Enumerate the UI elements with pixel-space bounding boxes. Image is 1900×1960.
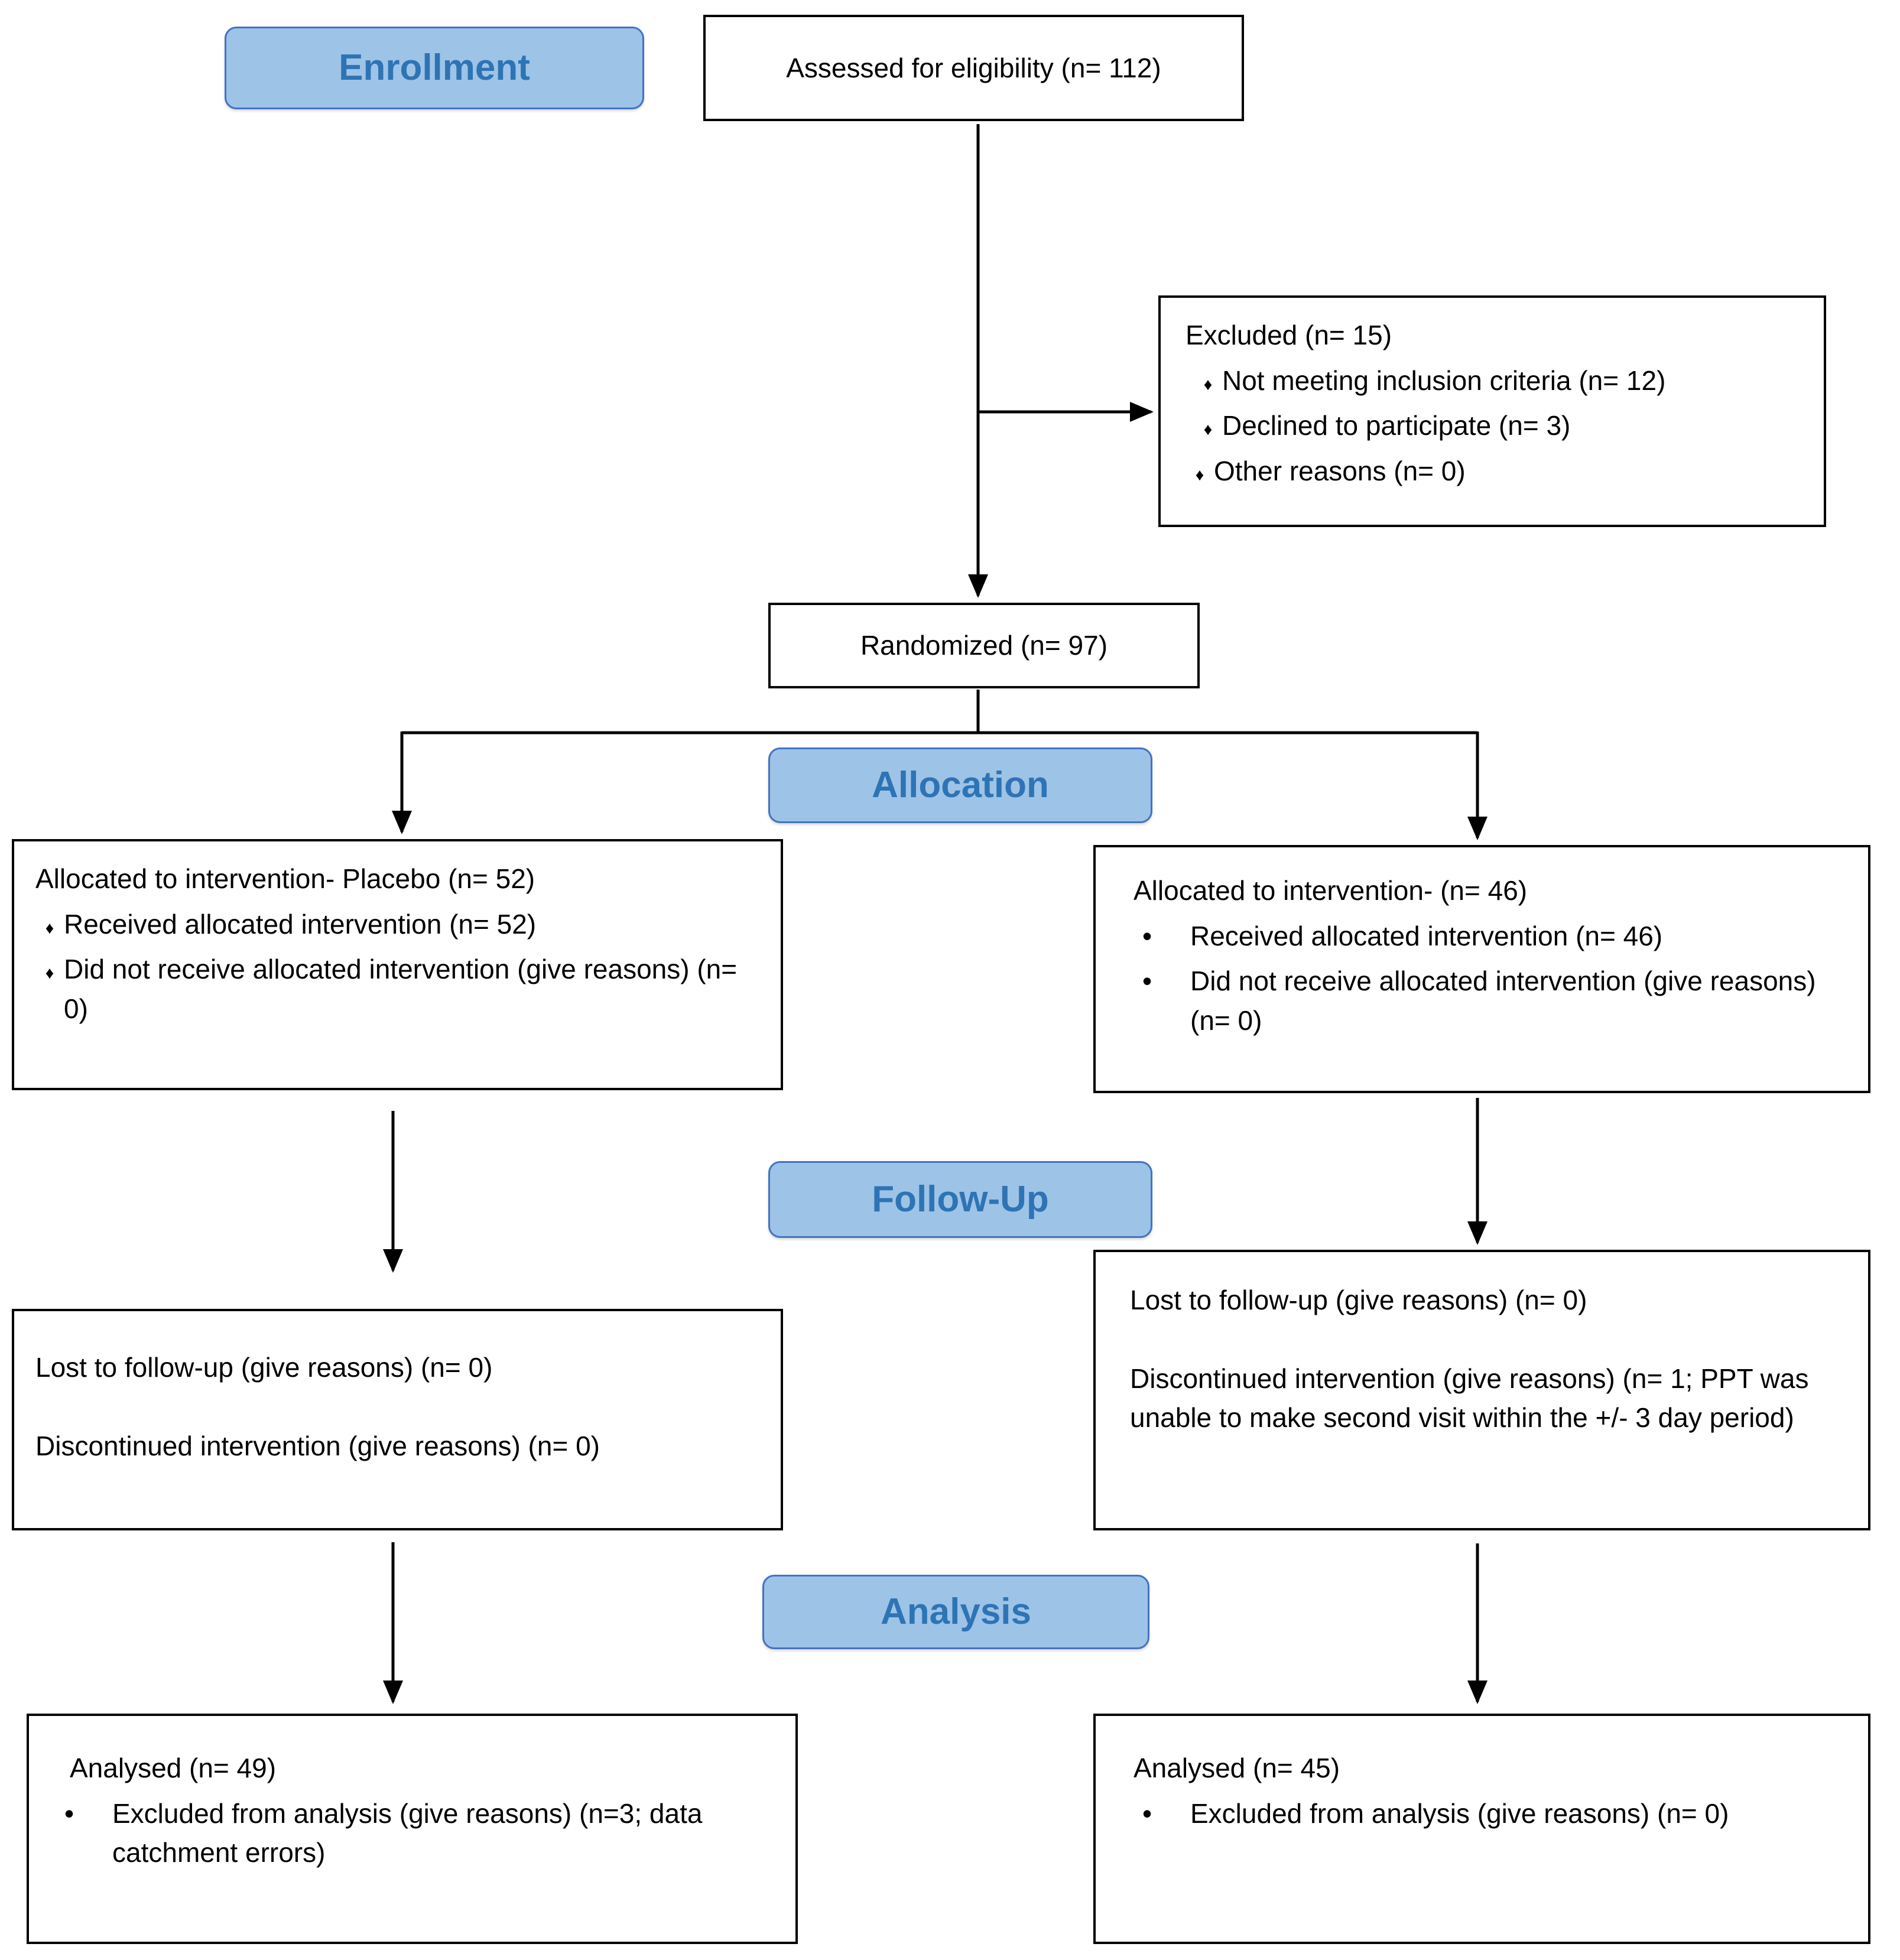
analysis-right-title: Analysed (n= 45): [1133, 1753, 1340, 1783]
stage-label-allocation: Allocation: [768, 747, 1152, 823]
box-followup-intervention: [1093, 1250, 1870, 1530]
assessed-text: Assessed for eligibility (n= 112): [786, 52, 1161, 83]
box-randomized: [768, 603, 1200, 688]
diamond-bullet-icon: ♦: [45, 918, 54, 938]
analysis-right-item-text: Excluded from analysis (give reasons) (n= 0): [1190, 1798, 1729, 1829]
list-item: [1133, 961, 1848, 1040]
list-item: [56, 1794, 778, 1873]
allocation-right-item-text: Did not receive allocated intervention (give reasons) (n= 0): [1190, 966, 1816, 1036]
allocation-right-title: Allocated to intervention- (n= 46): [1133, 875, 1528, 906]
box-allocation-placebo: [12, 839, 783, 1090]
diamond-bullet-icon: ♦: [45, 964, 54, 983]
followup-right-line: Discontinued intervention (give reasons) (n= 1; PPT was unable to make second visit within the +/- 3 day period): [1130, 1363, 1809, 1434]
list-item: [1133, 1794, 1848, 1834]
randomized-text: Randomized (n= 97): [860, 630, 1108, 661]
box-analysis-placebo: [27, 1714, 798, 1944]
box-assessed-eligibility: [703, 15, 1244, 121]
dot-bullet-icon: •: [1142, 966, 1152, 997]
list-item: [35, 905, 763, 944]
excluded-title: Excluded (n= 15): [1186, 320, 1392, 350]
box-analysis-intervention: [1093, 1714, 1870, 1944]
allocation-left-title: Allocated to intervention- Placebo (n= 52): [35, 863, 535, 894]
followup-left-line: Lost to follow-up (give reasons) (n= 0): [35, 1352, 493, 1383]
followup-left-line: Discontinued intervention (give reasons) (n= 0): [35, 1430, 600, 1461]
diamond-bullet-icon: ♦: [1203, 375, 1213, 394]
excluded-item-text: Not meeting inclusion criteria (n= 12): [1222, 365, 1666, 396]
list-item: [1194, 406, 1810, 446]
connector-randomized-split: [402, 690, 1477, 733]
stage-label-enrollment: Enrollment: [225, 27, 644, 109]
allocation-right-item-text: Received allocated intervention (n= 46): [1190, 920, 1663, 951]
list-item: [1186, 451, 1810, 491]
excluded-item-text: Declined to participate (n= 3): [1222, 410, 1571, 441]
diamond-bullet-icon: ♦: [1203, 420, 1213, 440]
dot-bullet-icon: •: [1142, 920, 1152, 951]
diamond-bullet-icon: ♦: [1195, 466, 1204, 485]
dot-bullet-icon: •: [64, 1798, 74, 1829]
excluded-item-text: Other reasons (n= 0): [1214, 456, 1466, 487]
analysis-left-title: Analysed (n= 49): [70, 1753, 277, 1783]
box-excluded: [1158, 295, 1826, 527]
followup-right-line: Lost to follow-up (give reasons) (n= 0): [1130, 1285, 1587, 1315]
analysis-left-item-text: Excluded from analysis (give reasons) (n=3; data catchment errors): [112, 1798, 703, 1868]
box-allocation-intervention: [1093, 845, 1870, 1093]
allocation-left-item-text: Did not receive allocated intervention (give reasons) (n= 0): [64, 954, 738, 1025]
stage-label-followup: Follow-Up: [768, 1161, 1152, 1238]
dot-bullet-icon: •: [1142, 1798, 1152, 1829]
list-item: [1133, 916, 1848, 956]
box-followup-placebo: [12, 1309, 783, 1530]
stage-label-analysis: Analysis: [762, 1575, 1149, 1649]
list-item: [35, 950, 763, 1028]
list-item: [1194, 361, 1810, 401]
allocation-left-item-text: Received allocated intervention (n= 52): [64, 908, 537, 940]
